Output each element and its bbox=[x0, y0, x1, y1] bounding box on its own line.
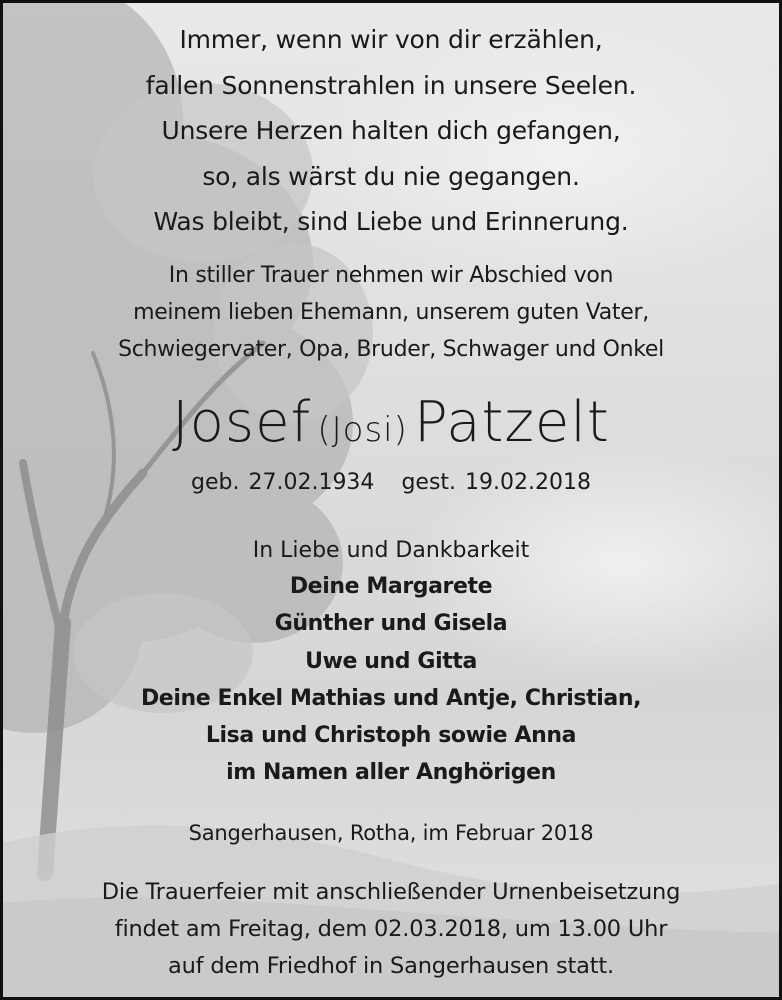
first-name: Josef bbox=[172, 390, 312, 455]
family-signatures bbox=[3, 568, 779, 792]
nickname: (Josi) bbox=[317, 410, 408, 450]
place-and-date: Sangerhausen, Rotha, im Februar 2018 bbox=[188, 821, 594, 845]
death-date: gest. 19.02.2018 bbox=[401, 470, 591, 495]
funeral-info bbox=[3, 874, 779, 985]
family-line: im Namen aller Anghörigen bbox=[226, 760, 556, 786]
family-line: Uwe und Gitta bbox=[305, 648, 477, 674]
memorial-poem bbox=[3, 17, 779, 245]
funeral-line: Die Trauerfeier mit anschließender Urnenbeisetzung bbox=[101, 879, 681, 905]
poem-line: Unsere Herzen halten dich gefangen, bbox=[161, 116, 621, 145]
funeral-line: auf dem Friedhof in Sangerhausen statt. bbox=[168, 953, 614, 979]
birth-date: geb. 27.02.1934 bbox=[191, 470, 375, 495]
poem-line: so, als wärst du nie gegangen. bbox=[202, 161, 580, 191]
intro-text bbox=[3, 257, 779, 368]
poem-line: fallen Sonnenstrahlen in unsere Seelen. bbox=[145, 70, 637, 100]
intro-line: meinem lieben Ehemann, unserem guten Vater, bbox=[133, 300, 649, 325]
thanks-line: In Liebe und Dankbarkeit bbox=[252, 538, 530, 563]
family-line: Lisa und Christoph sowie Anna bbox=[205, 723, 577, 749]
funeral-line: findet am Freitag, dem 02.03.2018, um 13.00 Uhr bbox=[114, 916, 668, 942]
intro-line: In stiller Trauer nehmen wir Abschied von bbox=[168, 263, 614, 288]
life-dates bbox=[3, 467, 779, 499]
poem-line: Was bleibt, sind Liebe und Erinnerung. bbox=[153, 207, 629, 236]
poem-line: Immer, wenn wir von dir erzählen, bbox=[179, 25, 603, 54]
intro-line: Schwiegervater, Opa, Bruder, Schwager und Onkel bbox=[118, 337, 664, 362]
last-name: Patzelt bbox=[413, 390, 610, 455]
family-line: Deine Margarete bbox=[289, 574, 493, 599]
family-line: Deine Enkel Mathias und Antje, Christian, bbox=[140, 685, 642, 711]
family-line: Günther und Gisela bbox=[274, 611, 508, 637]
deceased-name bbox=[3, 383, 779, 476]
